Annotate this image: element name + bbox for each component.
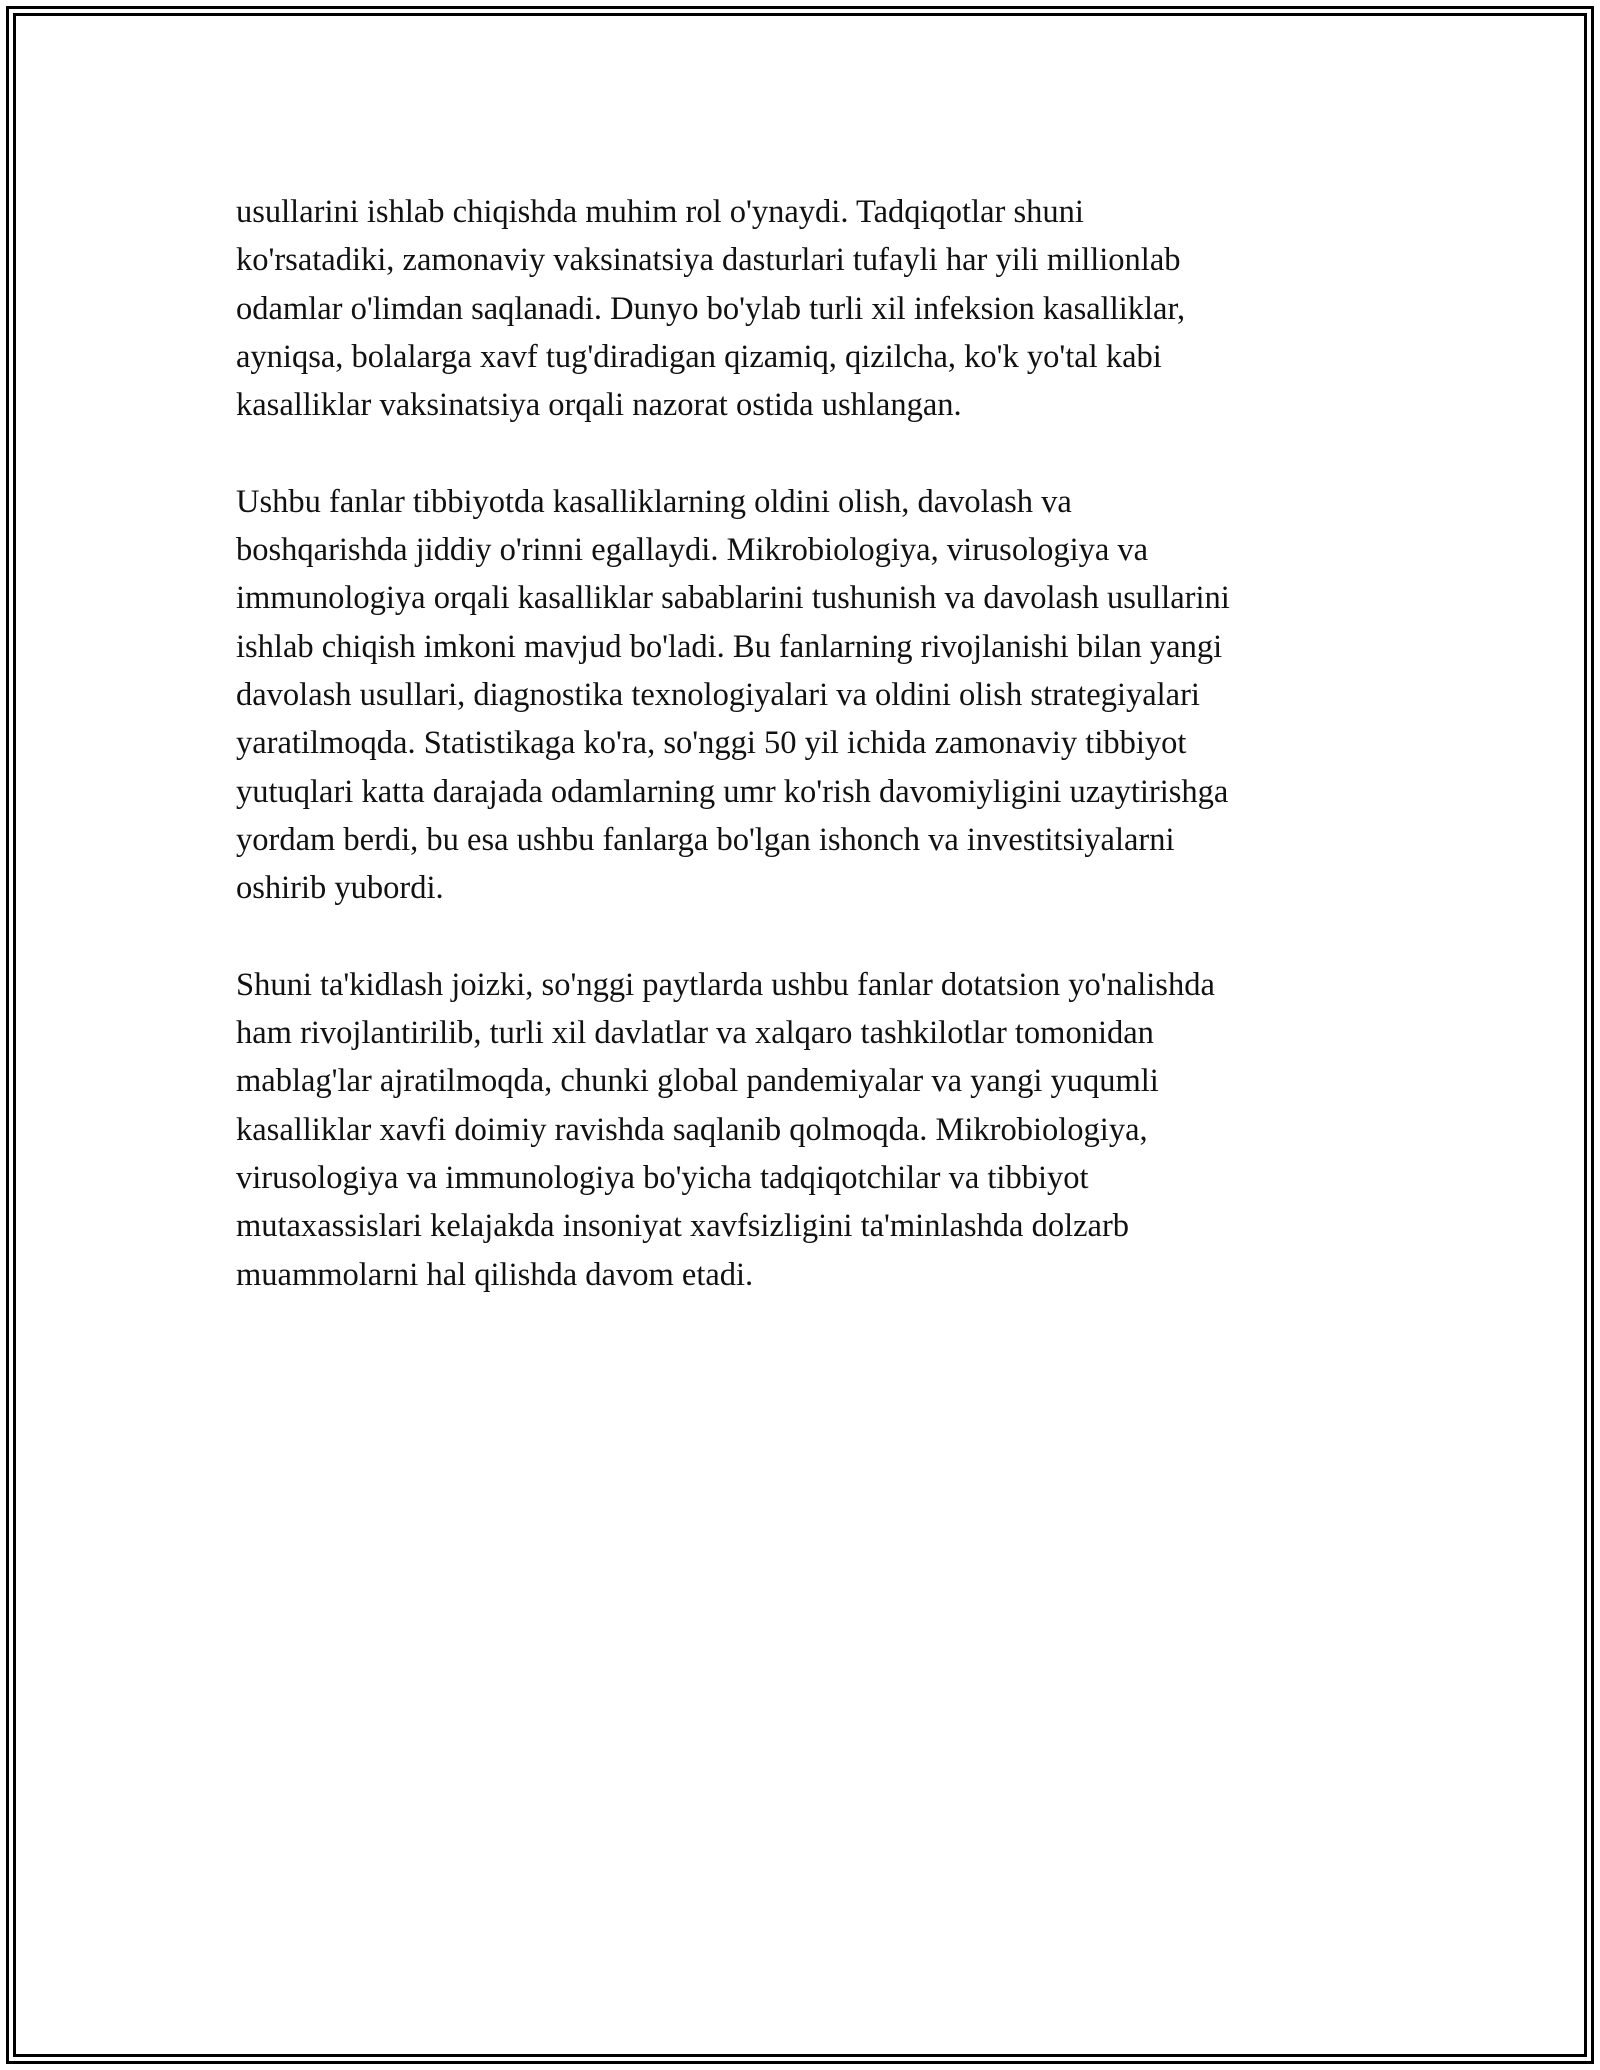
text-line: ayniqsa, bolalarga xavf tug'diradigan qizamiq, qizilcha, ko'k yo'tal kabi <box>236 338 1162 375</box>
text-line: usullarini ishlab chiqishda muhim rol o'ynaydi. Tadqiqotlar shuni <box>236 194 1084 230</box>
paragraph-2 <box>236 478 1396 913</box>
text-line: virusologiya va immunologiya bo'yicha tadqiqotchilar va tibbiyot <box>236 1159 1089 1196</box>
paragraph-3 <box>236 961 1396 1299</box>
text-line: muammolarni hal qilishda davom etadi. <box>236 1256 754 1293</box>
text-line: yutuqlari katta darajada odamlarning umr ko'rish davomiyligini uzaytirishga <box>236 773 1229 810</box>
text-line: yaratilmoqda. Statistikaga ko'ra, so'nggi 50 yil ichida zamonaviy tibbiyot <box>236 725 1187 762</box>
paragraph-1 <box>236 188 1396 429</box>
text-line: kasalliklar xavfi doimiy ravishda saqlanib qolmoqda. Mikrobiologiya, <box>236 1111 1148 1148</box>
text-line: immunologiya orqali kasalliklar sabablarini tushunish va davolash usullarini <box>236 580 1230 617</box>
text-line: boshqarishda jiddiy o'rinni egallaydi. Mikrobiologiya, virusologiya va <box>236 532 1149 569</box>
text-line: Shuni ta'kidlash joizki, so'nggi paytlarda ushbu fanlar dotatsion yo'nalishda <box>236 966 1215 1003</box>
text-line: davolash usullari, diagnostika texnologiyalari va oldini olish strategiyalari <box>236 676 1200 713</box>
text-line: oshirib yubordi. <box>236 870 444 907</box>
text-line: kasalliklar vaksinatsiya orqali nazorat ostida ushlangan. <box>236 387 962 424</box>
text-line: ishlab chiqish imkoni mavjud bo'ladi. Bu fanlarning rivojlanishi bilan yangi <box>236 628 1223 665</box>
text-line: yordam berdi, bu esa ushbu fanlarga bo'lgan ishonch va investitsiyalarni <box>236 821 1175 858</box>
text-line: ko'rsatadiki, zamonaviy vaksinatsiya dasturlari tufayli har yili millionlab <box>236 242 1181 279</box>
text-line: odamlar o'limdan saqlanadi. Dunyo bo'ylab turli xil infeksion kasalliklar, <box>236 290 1186 327</box>
text-line: Ushbu fanlar tibbiyotda kasalliklarning oldini olish, davolash va <box>236 483 1072 520</box>
document-body <box>236 188 1396 1347</box>
text-line: ham rivojlantirilib, turli xil davlatlar va xalqaro tashkilotlar tomonidan <box>236 1015 1154 1052</box>
text-line: mutaxassislari kelajakda insoniyat xavfsizligini ta'minlashda dolzarb <box>236 1208 1130 1245</box>
text-line: mablag'lar ajratilmoqda, chunki global pandemiyalar va yangi yuqumli <box>236 1063 1159 1100</box>
